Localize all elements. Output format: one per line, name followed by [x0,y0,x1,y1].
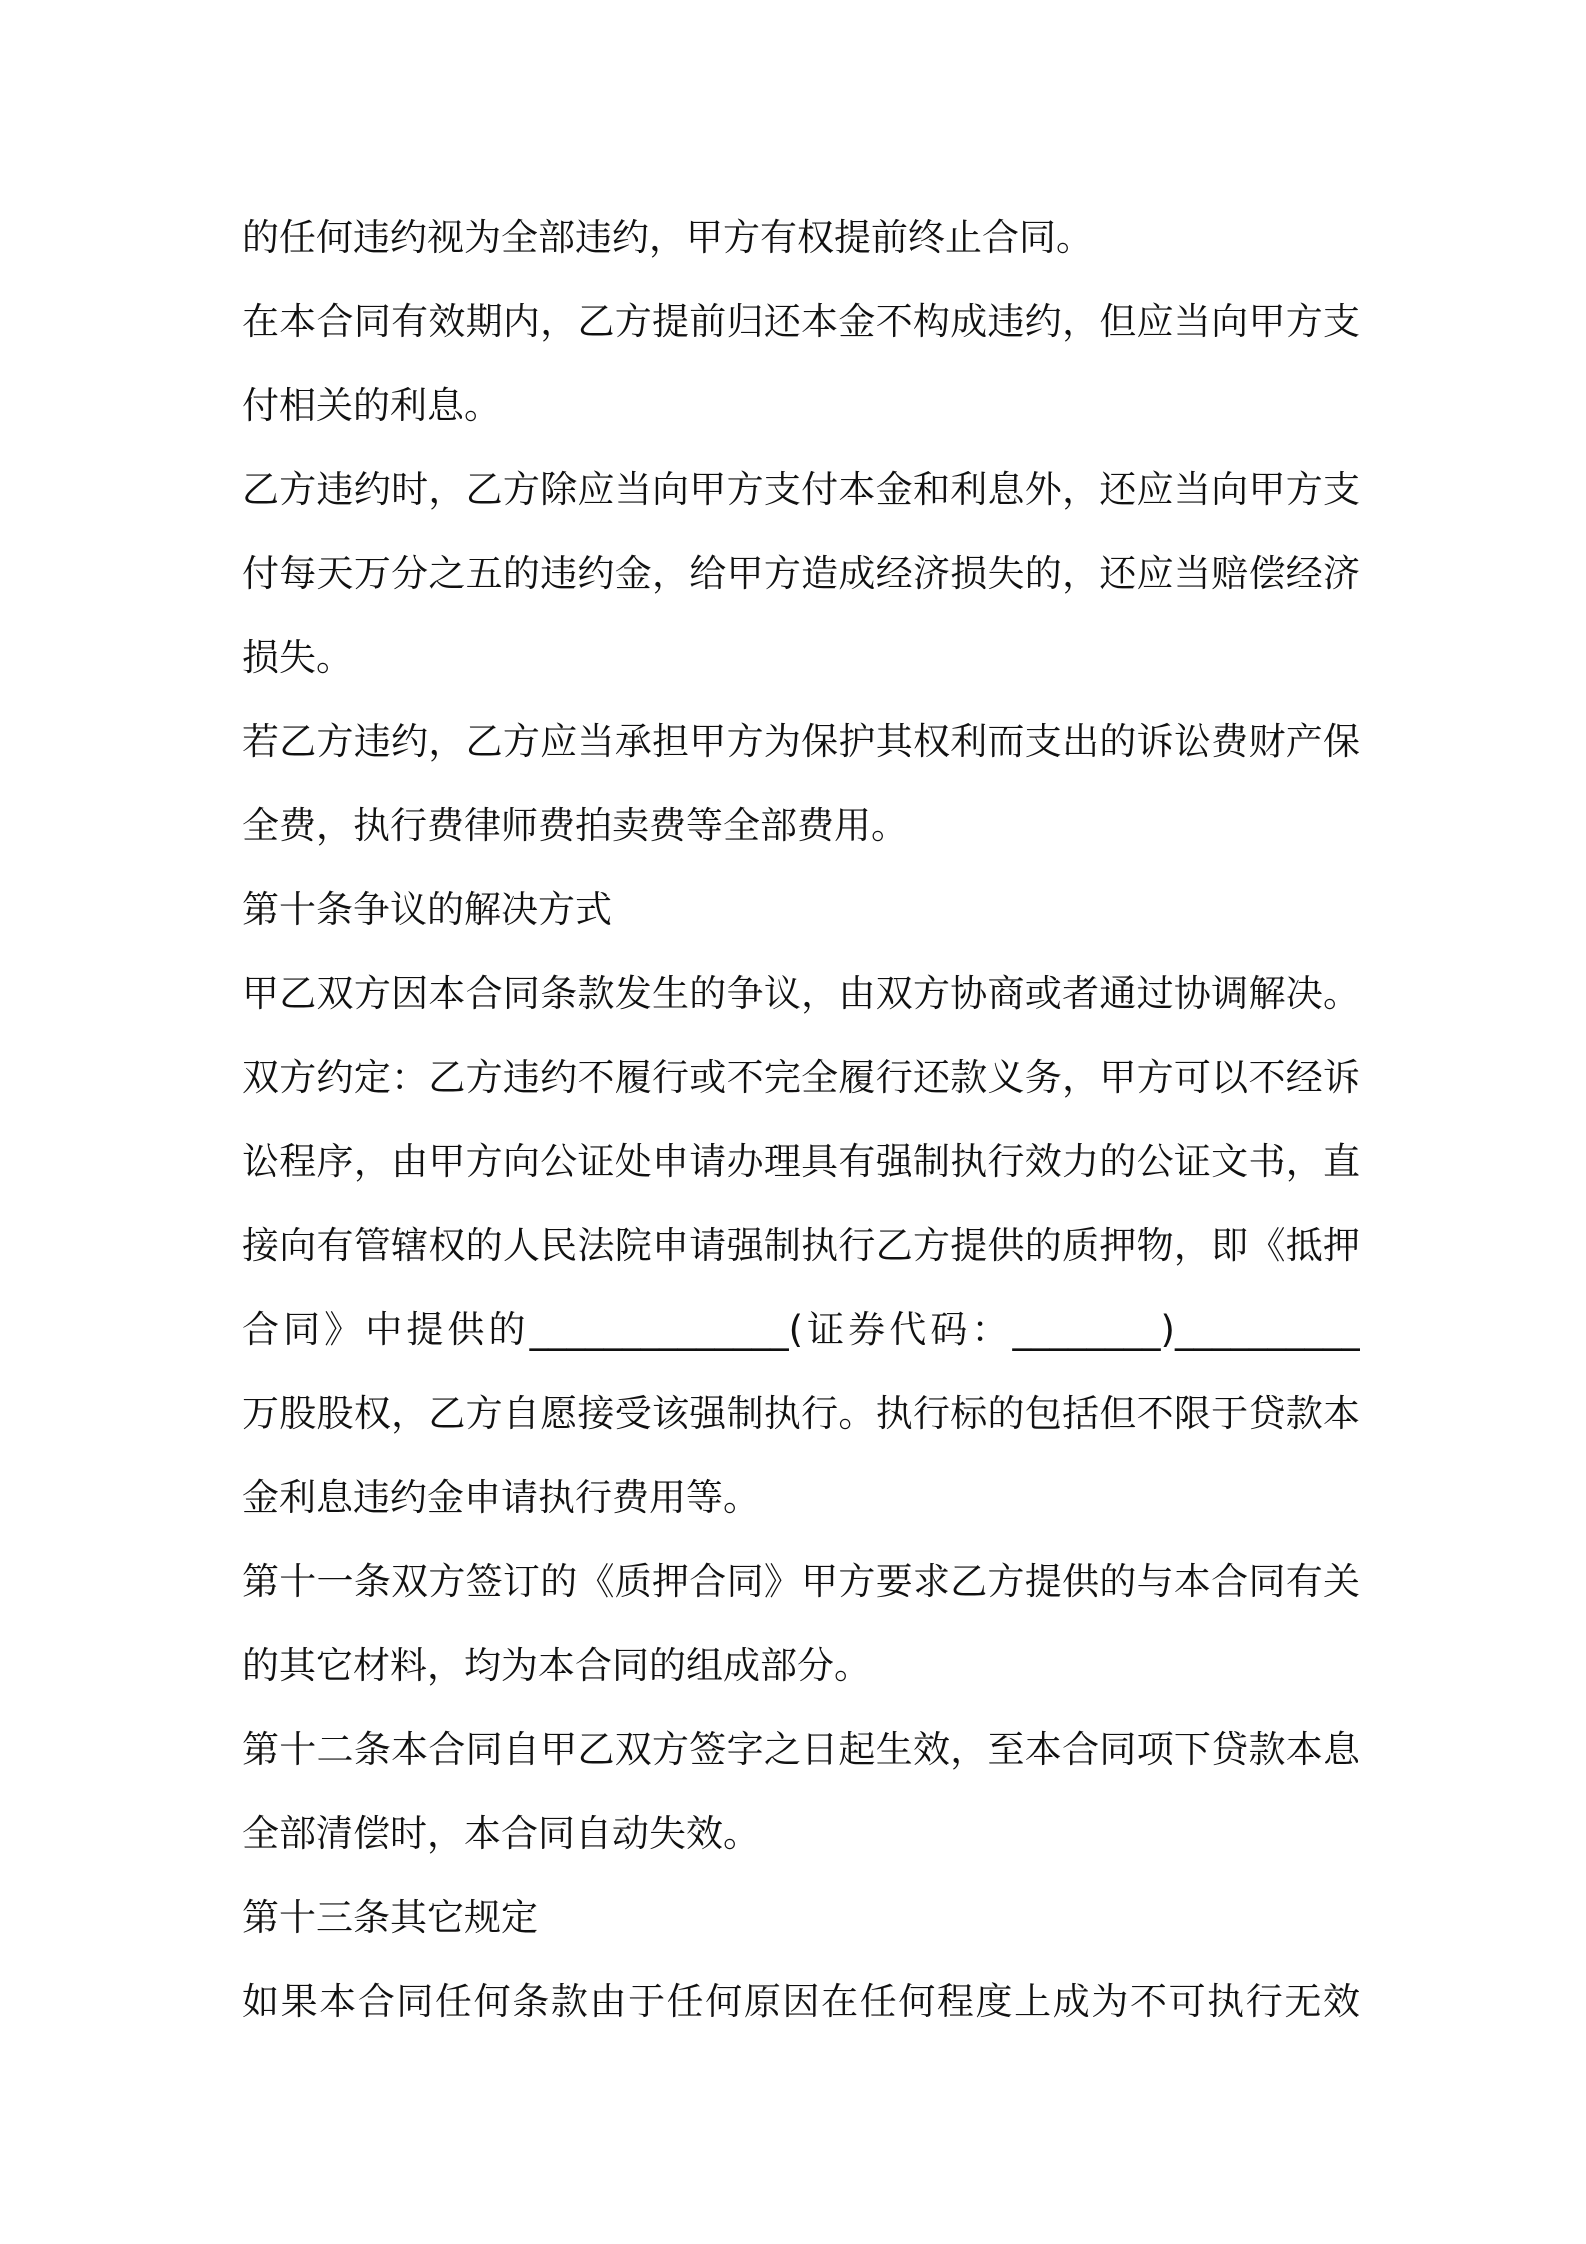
contract-body [242,196,1360,2044]
section-heading: 第十条争议的解决方式 [242,888,612,931]
text-line: 付相关的利息。 [242,384,501,427]
text-line: 若乙方违约，乙方应当承担甲方为保护其权利而支出的诉讼费财产保 [242,720,1360,763]
text-line: 甲乙双方因本合同条款发生的争议，由双方协商或者通过协调解决。 [242,972,1360,1015]
text-line: 第十一条双方签订的《质押合同》甲方要求乙方提供的与本合同有关 [242,1560,1360,1603]
text-line: 接向有管辖权的人民法院申请强制执行乙方提供的质押物，即《抵押 [242,1224,1360,1267]
text-line: 在本合同有效期内，乙方提前归还本金不构成违约，但应当向甲方支 [242,300,1360,343]
text-line: 的其它材料，均为本合同的组成部分。 [242,1644,871,1687]
text-line: 损失。 [242,636,353,679]
text-line: 全部清偿时，本合同自动失效。 [242,1812,760,1855]
text-line: 付每天万分之五的违约金，给甲方造成经济损失的，还应当赔偿经济 [242,552,1360,595]
text-line: 第十二条本合同自甲乙双方签字之日起生效，至本合同项下贷款本息 [242,1728,1360,1771]
text-line: 如果本合同任何条款由于任何原因在任何程度上成为不可执行无效 [242,1980,1360,2023]
text-line: 万股股权，乙方自愿接受该强制执行。执行标的包括但不限于贷款本 [242,1392,1360,1435]
text-line: 乙方违约时，乙方除应当向甲方支付本金和利息外，还应当向甲方支 [242,468,1360,511]
text-line: 全费，执行费律师费拍卖费等全部费用。 [242,804,908,847]
text-line: 金利息违约金申请执行费用等。 [242,1476,760,1519]
text-line: 讼程序，由甲方向公证处申请办理具有强制执行效力的公证文书，直 [242,1140,1360,1183]
section-heading: 第十三条其它规定 [242,1896,538,1939]
text-line: 合同》中提供的______________(证券代码：________)__________ [242,1308,1360,1351]
text-line: 的任何违约视为全部违约，甲方有权提前终止合同。 [242,216,1093,259]
text-line: 双方约定：乙方违约不履行或不完全履行还款义务，甲方可以不经诉 [242,1056,1360,1099]
